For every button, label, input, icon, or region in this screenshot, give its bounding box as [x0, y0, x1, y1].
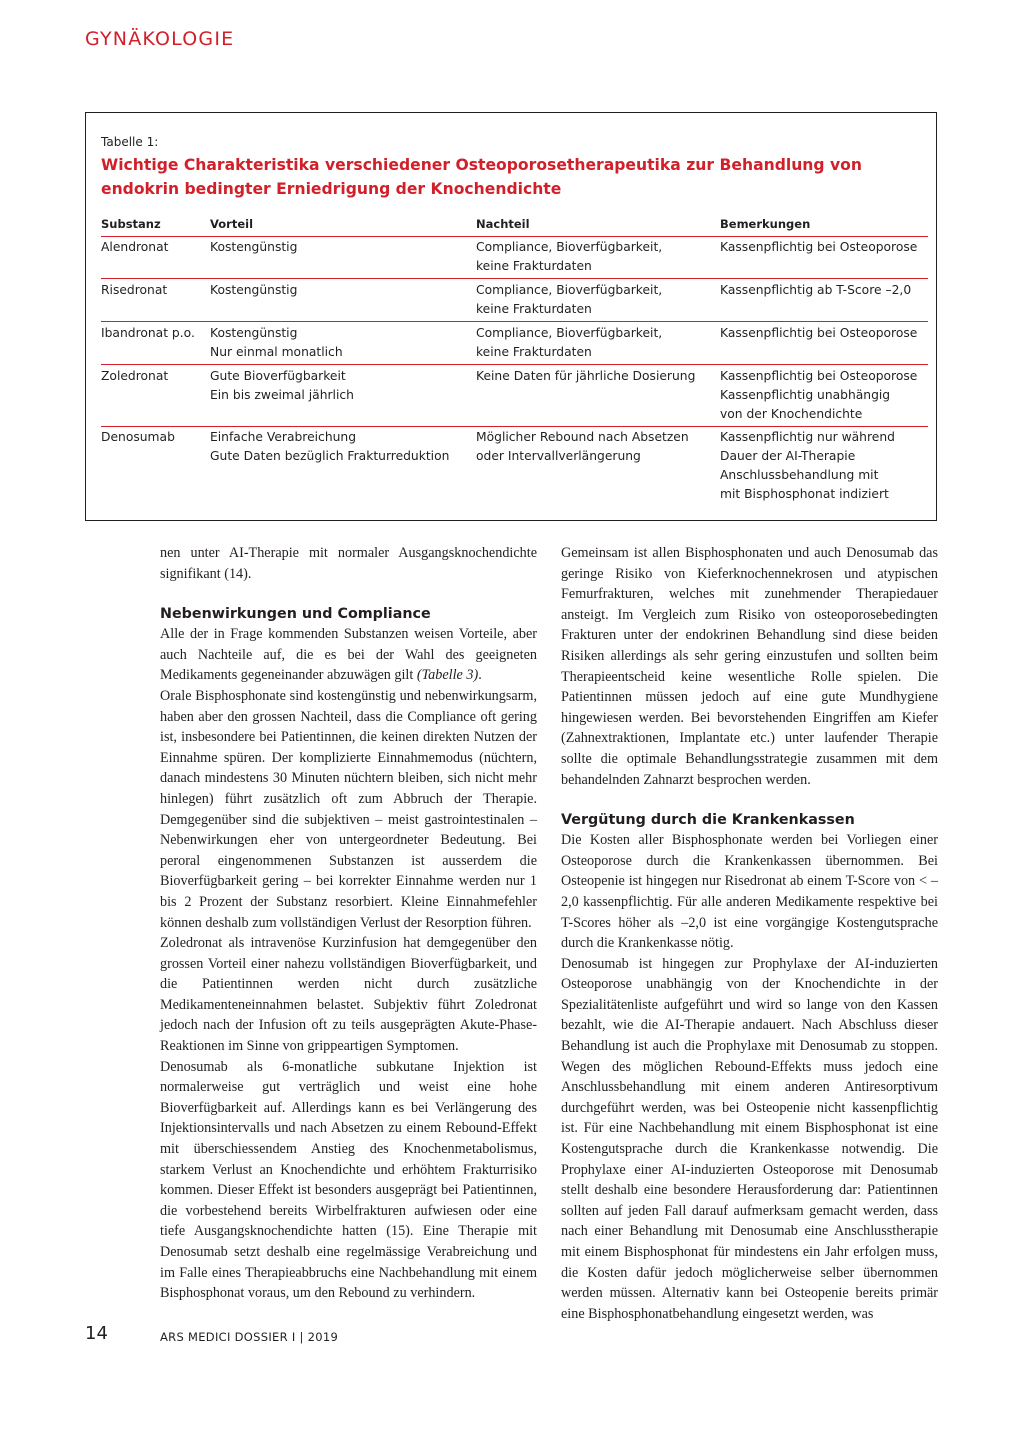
- header-divider: [101, 236, 928, 237]
- paragraph: Denosumab ist hingegen zur Prophylaxe der AI-induzierten Osteoporose unabhängig von der Knochendichte in der Spezialitätenliste aufgeführt und wird so lange von den Kassen bezahlt, wie die AI-Therapie andauert. Nach Abschluss dieser Behandlung ist auch die Prophylaxe mit Denosumab zu stoppen. Wegen des möglichen Rebound-Effekts muss jedoch eine Anschlussbehandlung mit einem anderen Antiresorptivum durchgeführt werden, was bei Osteopenie nicht kassenpflichtig ist. Für eine Nachbehandlung mit einem Bisphosphonat ist eine Kostengutsprache durch die Krankenkasse notwendig. Die Prophylaxe einer AI-induzierten Osteoporose mit Denosumab stellt deshalb eine besondere Herausforderung dar: Patientinnen sollten auf jeden Fall darauf aufmerksam gemacht werden, dass nach einer Behandlung mit Denosumab eine Anschlusstherapie mit einem Bisphosphonat für mindestens ein Jahr erfolgen muss, die Kosten dafür jedoch möglicherweise selber übernommen werden müssen. Alternativ kann bei Osteopenie bereits primär eine Bisphosphonatbehandlung eingesetzt werden, was: [561, 955, 938, 1322]
- paragraph: Denosumab als 6-monatliche subkutane Injektion ist normalerweise gut verträglich und weist eine hohe Bioverfügbarkeit auf. Allerdings kann es bei Verlängerung des Injektionsintervalls und nach Absetzen zu einem Rebound-Effekt mit überschiessendem Anstieg des Knochenmetabolismus, starkem Verlust an Knochendichte und erhöhtem Frakturrisiko kommen. Dieser Effekt ist besonders ausgeprägt bei Patientinnen, die vorbestehend bereits Wirbelfrakturen aufwiesen oder eine tiefe Ausgangsknochendichte hatten (15). Eine Therapie mit Denosumab setzt deshalb eine regelmässige Verabreichung und im Falle eines Therapieabbruchs eine Nachbehandlung mit einem Bisphosphonat voraus, um den Rebound zu verhindern.: [160, 1058, 537, 1302]
- row-divider: [101, 321, 928, 322]
- table-cell: Gute Bioverfügbarkeit Ein bis zweimal jährlich: [210, 369, 354, 402]
- table-cell: Compliance, Bioverfügbarkeit, keine Frakturdaten: [476, 240, 663, 273]
- table-cell: Kassenpflichtig ab T-Score –2,0: [720, 283, 912, 297]
- paragraph: Orale Bisphosphonate sind kostengünstig und nebenwirkungsarm, haben aber den grossen Nachteil, dass die Compliance oft gering ist, insbesondere bei Patientinnen, die keinen direkten Nutzen der Einnahme spüren. Der komplizierte Einnahmemodus (nüchtern, danach mindestens 30 Minuten nüchtern bleiben, sich nicht mehr hinlegen) führt zusätzlich oft zum Abbruch der Therapie. Demgegenüber sind die subjektiven – meist gastrointestinalen – Nebenwirkungen eher von untergeordneter Bedeutung. Bei peroral eingenommenen Substanzen ist ausserdem die Bioverfügbarkeit gering – bei korrekter Einnahme werden nur 1 bis 2 Prozent der Substanz resorbiert. Kleine Einnahmefehler können deshalb zum vollständigen Verlust der Resorption führen.: [160, 687, 537, 931]
- paragraph: nen unter AI-Therapie mit normaler Ausgangsknochendichte signifikant (14).: [160, 545, 537, 582]
- paragraph: Alle der in Frage kommenden Substanzen weisen Vorteile, aber auch Nachteile auf, die es bei der Wahl des geeigneten Medikaments gegeneinander abzuwägen gilt (Tabelle 3).: [160, 626, 537, 684]
- paragraph: Zoledronat als intravenöse Kurzinfusion hat demgegenüber den grossen Vorteil einer nahezu vollständigen Bioverfügbarkeit, und die Patientinnen werden nicht durch zusätzliche Medikamenteneinnahmen belastet. Subjektiv führt Zoledronat jedoch nach der Infusion oft zu teils ausgeprägten Akute-Phase-Reaktionen im Sinne von grippeartigen Symptomen.: [160, 935, 537, 1055]
- column-header-bemerkungen: Bemerkungen: [720, 217, 811, 231]
- row-divider: [101, 364, 928, 365]
- table-cell: Keine Daten für jährliche Dosierung: [476, 369, 696, 383]
- table-cell: Kassenpflichtig bei Osteoporose Kassenpflichtig unabhängig von der Knochendichte: [720, 369, 918, 421]
- right-column: [561, 543, 938, 1324]
- section-header: GYNÄKOLOGIE: [85, 28, 235, 50]
- table-cell: Einfache Verabreichung Gute Daten bezüglich Frakturreduktion: [210, 430, 450, 463]
- table-cell: Möglicher Rebound nach Absetzen oder Intervallverlängerung: [476, 430, 689, 463]
- journal-name: ARS MEDICI DOSSIER I | 2019: [160, 1330, 339, 1344]
- table-cell: Kostengünstig Nur einmal monatlich: [210, 326, 343, 359]
- table-cell: Compliance, Bioverfügbarkeit, keine Frakturdaten: [476, 283, 663, 316]
- table-cell: Kostengünstig: [210, 240, 298, 254]
- table-cell: Risedronat: [101, 283, 168, 297]
- table-cell: Compliance, Bioverfügbarkeit, keine Frakturdaten: [476, 326, 663, 359]
- heading-nebenwirkungen: Nebenwirkungen und Compliance: [160, 606, 431, 623]
- table-title: Wichtige Charakteristika verschiedener Osteoporosetherapeutika zur Behandlung von endokrin bedingter Erniedrigung der Knochendichte: [101, 156, 862, 198]
- table-box: [85, 112, 937, 521]
- column-header-substanz: Substanz: [101, 217, 161, 231]
- left-column: [160, 543, 537, 1304]
- table-cell: Kassenpflichtig bei Osteoporose: [720, 240, 918, 254]
- table-reference: (Tabelle 3): [416, 667, 479, 684]
- table-cell: Kostengünstig: [210, 283, 298, 297]
- paragraph: Gemeinsam ist allen Bisphosphonaten und auch Denosumab das geringe Risiko von Kieferknochennekrosen und atypischen Femurfrakturen, welches mit zunehmender Therapiedauer ansteigt. Im Vergleich zum Risiko von osteoporosebedingten Frakturen unter der endokrinen Behandlung sind diese beiden Risiken allerdings als sehr gering einzustufen und sollten beim Therapieentscheid keine wesentliche Rolle spielen. Die Patientinnen müssen jedoch auf eine gute Mundhygiene hingewiesen werden. Bei bevorstehenden Eingriffen am Kiefer (Zahnextraktionen, Implantate etc.) unter laufender Therapie sollte die optimale Behandlungsstrategie zusammen mit dem behandelnden Zahnarzt besprochen werden.: [561, 545, 938, 788]
- table-cell: Kassenpflichtig bei Osteoporose: [720, 326, 918, 340]
- heading-verguetung: Vergütung durch die Krankenkassen: [561, 812, 855, 829]
- page-number: 14: [85, 1323, 108, 1344]
- row-divider: [101, 278, 928, 279]
- paragraph: Die Kosten aller Bisphosphonate werden bei Vorliegen einer Osteoporose durch die Krankenkassen übernommen. Bei Osteopenie ist hingegen nur Risedronat ab einem T-Score von < –2,0 kassenpflichtig. Für alle anderen Medikamente respektive bei T-Scores höher als –2,0 ist eine vorgängige Kostengutsprache durch die Krankenkasse nötig.: [561, 832, 938, 952]
- table-cell: Alendronat: [101, 240, 169, 254]
- table-label: Tabelle 1:: [101, 135, 159, 149]
- table-cell: Denosumab: [101, 430, 175, 444]
- table-cell: Zoledronat: [101, 369, 169, 383]
- row-divider: [101, 426, 928, 427]
- table-cell: Kassenpflichtig nur während Dauer der AI-Therapie Anschlussbehandlung mit mit Bisphosphonat indiziert: [720, 430, 895, 501]
- column-header-vorteil: Vorteil: [210, 217, 254, 231]
- table-cell: Ibandronat p.o.: [101, 326, 195, 340]
- column-header-nachteil: Nachteil: [476, 217, 530, 231]
